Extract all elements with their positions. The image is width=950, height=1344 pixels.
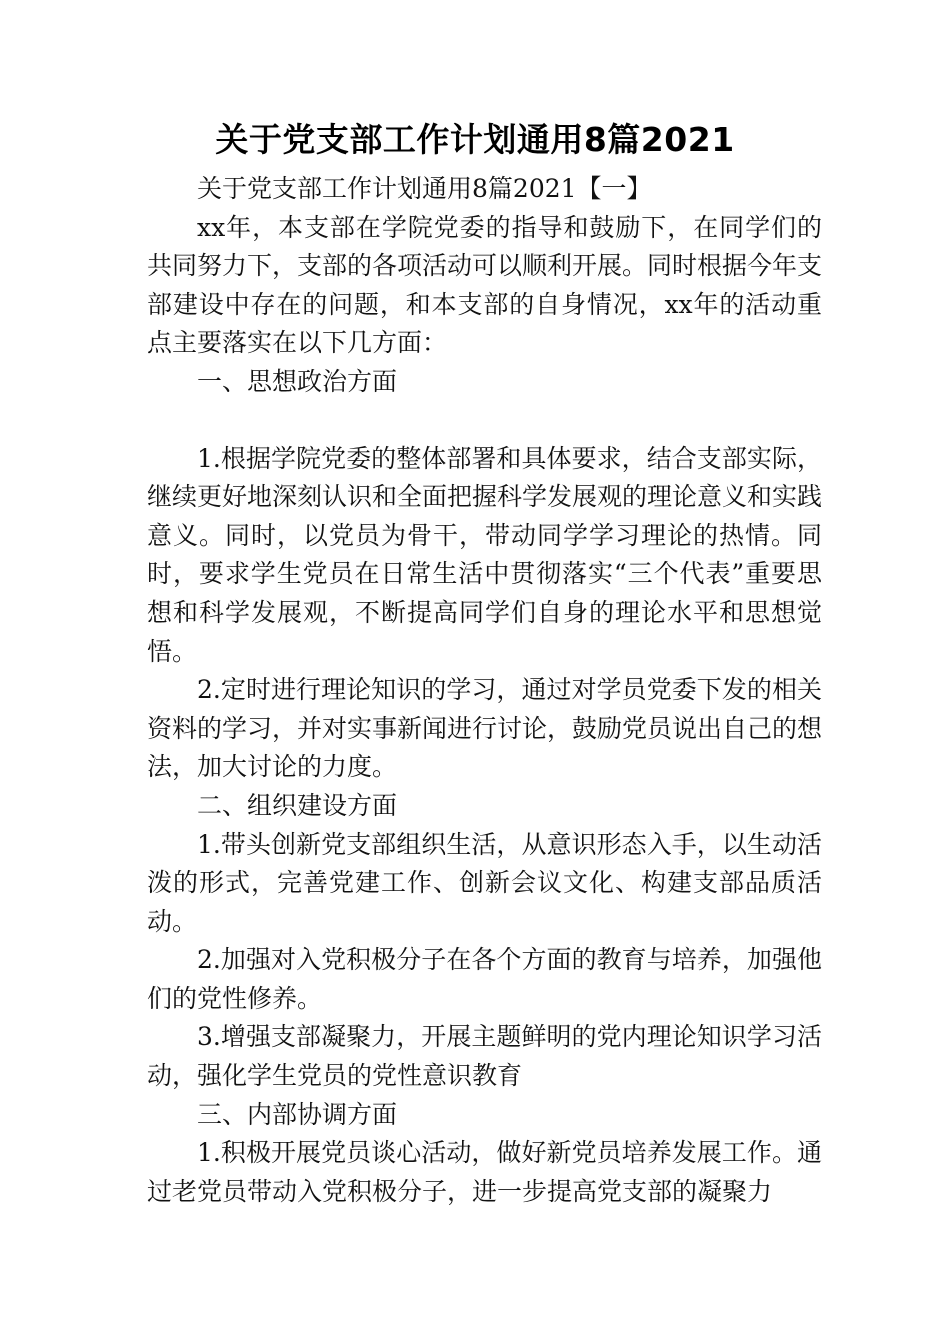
paragraph-subtitle: 关于党支部工作计划通用8篇2021【一】 xyxy=(197,174,652,203)
blank-line xyxy=(147,402,822,440)
paragraph-item: 3.增强支部凝聚力，开展主题鲜明的党内理论知识学习活动，强化学生党员的党性意识教育 xyxy=(147,1022,822,1091)
paragraph-item: 1.带头创新党支部组织生活，从意识形态入手，以生动活泼的形式，完善党建工作、创新会议文化、构建支部品质活动。 xyxy=(147,829,822,936)
section-heading-organization: 二、组织建设方面 xyxy=(197,790,398,820)
paragraph-intro: xx年，本支部在学院党委的指导和鼓励下，在同学们的共同努力下，支部的各项活动可以顺利开展。同时根据今年支部建设中存在的问题，和本支部的自身情况，xx年的活动重点主要落实在以下几方面： xyxy=(147,212,823,358)
paragraph-item: 2.定时进行理论知识的学习，通过对学员党委下发的相关资料的学习，并对实事新闻进行讨论，鼓励党员说出自己的想法，加大讨论的力度。 xyxy=(147,675,823,782)
section-heading-coordination: 三、内部协调方面 xyxy=(197,1099,398,1129)
document-title: 关于党支部工作计划通用8篇2021 xyxy=(215,120,735,159)
paragraph-item: 2.加强对入党积极分子在各个方面的教育与培养，加强他们的党性修养。 xyxy=(147,945,822,1013)
paragraph-item: 1.根据学院党委的整体部署和具体要求，结合支部实际，继续更好地深刻认识和全面把握科学发展观的理论意义和实践意义。同时，以党员为骨干，带动同学学习理论的热情。同时，要求学生党员在日常生活中贯彻落实“三个代表”重要思想和科学发展观，不断提高同学们自身的理论水平和思想觉悟。 xyxy=(147,443,823,666)
section-heading-ideology: 一、思想政治方面 xyxy=(197,366,398,396)
paragraph-item: 1.积极开展党员谈心活动，做好新党员培养发展工作。通过老党员带动入党积极分子，进一步提高党支部的凝聚力 xyxy=(147,1138,822,1206)
document-body xyxy=(147,170,822,1211)
